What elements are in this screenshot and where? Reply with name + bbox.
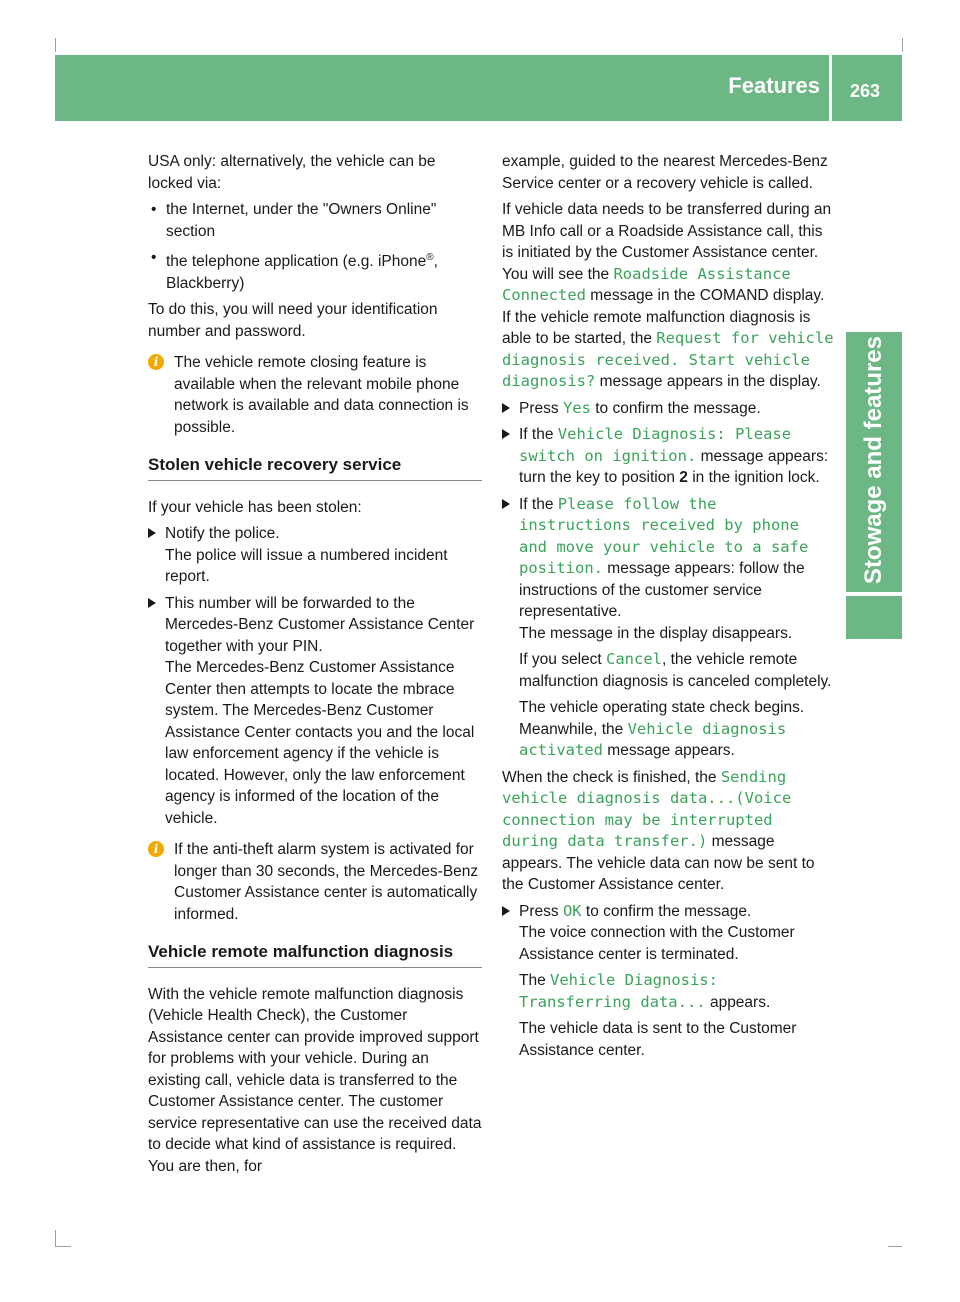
side-section-tab bbox=[846, 332, 902, 592]
continued-paragraph: example, guided to the nearest Mercedes-Benz Service center or a recovery vehicle is called. bbox=[502, 153, 828, 192]
intro-paragraph: USA only: alternatively, the vehicle can be locked via: bbox=[148, 153, 436, 192]
crop-mark-top-left bbox=[55, 38, 56, 52]
identification-paragraph: To do this, you will need your identification number and password. bbox=[148, 301, 438, 340]
display-message-sending-data: Sending vehicle diagnosis data...(Voice connection may be interrupted during data transfer.) bbox=[502, 767, 792, 850]
step-follow-instructions: If the Please follow the instructions received by phone and move your vehicle to a safe position. message appears: follow the instructions of the customer service representative. The message in the display disappears. bbox=[502, 494, 836, 645]
data-sent-paragraph: The vehicle data is sent to the Customer Assistance center. bbox=[519, 1020, 797, 1059]
display-message-cancel: Cancel bbox=[606, 650, 663, 668]
step-number-forwarded: This number will be forwarded to the Mercedes-Benz Customer Assistance Center together with your PIN. The Mercedes-Benz Customer Assistance Center then attempts to locate the mbrace system. The Mercedes-Benz Customer Assistance Center contacts you and the local law enforcement agency if the vehicle is located. However, only the law enforcement agency is informed of the location of the vehicle. bbox=[148, 593, 482, 830]
display-message-transferring: Vehicle Diagnosis: Transferring data... bbox=[519, 971, 718, 1011]
cancel-paragraph: If you select Cancel, the vehicle remote malfunction diagnosis is canceled completely. bbox=[519, 650, 832, 690]
info-icon: i bbox=[148, 354, 164, 370]
display-message-diagnosis-activated: Vehicle diagnosis activated bbox=[519, 719, 787, 759]
check-finished-paragraph: When the check is finished, the Sending vehicle diagnosis data...(Voice connection may be interrupted during data transfer.) message appears. The vehicle data can now be sent to the Customer Assistance center. bbox=[502, 767, 815, 893]
diagnosis-paragraph: With the vehicle remote malfunction diagnosis (Vehicle Health Check), the Customer Assistance center can provide improved support for problems with your vehicle. During an existing call, vehicle data is transferred to the Customer Assistance center. The customer service representative can use the received data to decide what kind of assistance is required. You are then, for bbox=[148, 985, 482, 1175]
crop-mark-top-right bbox=[902, 38, 903, 52]
display-message-request-diagnosis: Request for vehicle diagnosis received. Start vehicle diagnosis? bbox=[502, 329, 834, 390]
side-thumb-tab bbox=[846, 596, 902, 639]
note-text: The vehicle remote closing feature is available when the relevant mobile phone network is available and data connection is possible. bbox=[174, 354, 469, 436]
note-text: If the anti-theft alarm system is activated for longer than 30 seconds, the Mercedes-Benz Customer Assistance center is automatically informed. bbox=[174, 841, 479, 923]
display-message-follow-instructions: Please follow the instructions received by phone and move your vehicle to a safe position. bbox=[519, 494, 809, 577]
section-heading-stolen-vehicle: Stolen vehicle recovery service bbox=[148, 454, 482, 481]
bullet-internet: • the Internet, under the "Owners Online" section bbox=[148, 199, 482, 242]
step-result: The message in the display disappears. bbox=[519, 624, 793, 642]
header-bar bbox=[55, 55, 902, 121]
side-section-label: Stowage and features bbox=[860, 335, 887, 584]
step-arrow-icon bbox=[502, 403, 510, 413]
step-result: The voice connection with the Customer Assistance center is terminated. bbox=[519, 924, 795, 963]
stolen-intro: If your vehicle has been stolen: bbox=[148, 498, 362, 516]
step-press-yes: Press Yes to confirm the message. bbox=[502, 398, 836, 420]
step-result: The police will issue a numbered incident report. bbox=[165, 546, 448, 586]
step-arrow-icon bbox=[148, 528, 156, 538]
display-message-yes: Yes bbox=[562, 398, 591, 417]
crop-mark-bottom-right bbox=[888, 1246, 902, 1247]
bullet-telephone-app: • the telephone application (e.g. iPhone®, Blackberry) bbox=[148, 247, 482, 294]
step-notify-police: Notify the police. The police will issue a numbered incident report. bbox=[148, 523, 482, 588]
step-arrow-icon bbox=[148, 598, 156, 608]
info-note-remote-closing bbox=[148, 352, 482, 438]
left-column bbox=[148, 151, 482, 1182]
step-arrow-icon bbox=[502, 906, 510, 916]
page-number: 263 bbox=[849, 81, 880, 101]
step-result: The Mercedes-Benz Customer Assistance Center then attempts to locate the mbrace system. The Mercedes-Benz Customer Assistance Center contacts you and the local law enforcement agency if the vehicle is located. However, only the law enforcement agency is informed of the location of the vehicle. bbox=[165, 659, 475, 827]
crop-mark-bottom-left-h bbox=[55, 1246, 71, 1247]
header-title: Features bbox=[728, 73, 820, 98]
step-press-ok: Press OK to confirm the message. The voice connection with the Customer Assistance center is terminated. bbox=[502, 901, 836, 966]
transferring-paragraph: The Vehicle Diagnosis: Transferring data... appears. bbox=[519, 971, 771, 1011]
info-icon: i bbox=[148, 841, 164, 857]
check-begins-paragraph: The vehicle operating state check begins. Meanwhile, the Vehicle diagnosis activated message appears. bbox=[519, 699, 805, 759]
right-column bbox=[502, 151, 836, 1066]
step-switch-ignition: If the Vehicle Diagnosis: Please switch on ignition. message appears: turn the key to position 2 in the ignition lock. bbox=[502, 424, 836, 489]
info-note-anti-theft bbox=[148, 839, 482, 925]
display-message-roadside: Roadside Assistance Connected bbox=[502, 264, 791, 304]
section-heading-remote-diagnosis: Vehicle remote malfunction diagnosis bbox=[148, 941, 482, 968]
display-message-ok: OK bbox=[562, 901, 582, 920]
header-separator bbox=[829, 55, 832, 121]
display-message-switch-ignition: Vehicle Diagnosis: Please switch on ignition. bbox=[519, 425, 792, 465]
crop-mark-bottom-left-v bbox=[55, 1230, 56, 1246]
step-arrow-icon bbox=[502, 429, 510, 439]
transfer-paragraph: If vehicle data needs to be transferred during an MB Info call or a Roadside Assistance call, this is initiated by the Customer Assistance center. You will see the Roadside Assistance Connected message in the COMAND display. If the vehicle remote malfunction diagnosis is able to be started, the Request for vehicle diagnosis received. Start vehicle diagnosis? message appears in the display. bbox=[502, 201, 834, 390]
step-arrow-icon bbox=[502, 499, 510, 509]
